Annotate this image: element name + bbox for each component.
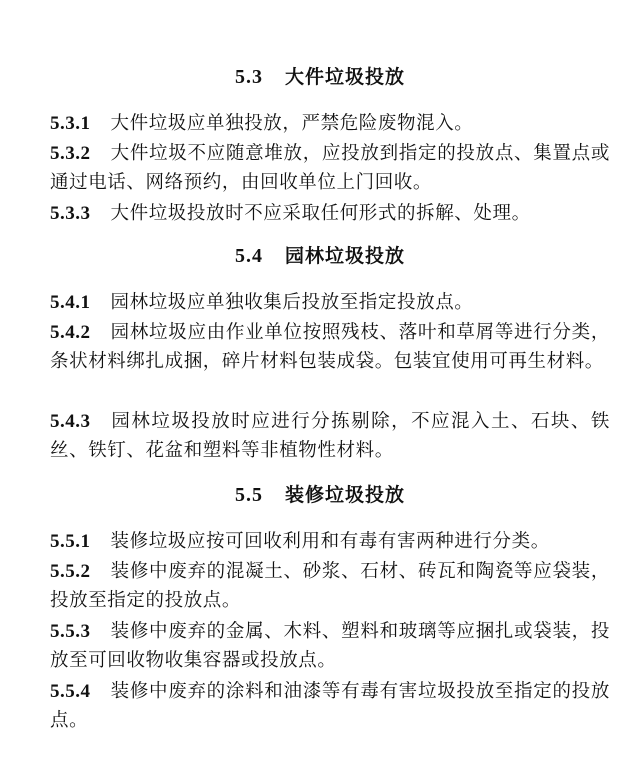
clause-text: 园林垃圾应由作业单位按照残枝、落叶和草屑等进行分类，条状材料绑扎成捆，碎片材料包装成袋。包装宜使用可再生材料。 bbox=[50, 322, 610, 372]
clause-number: 5.5.1 bbox=[50, 531, 91, 552]
section-number: 5.5 bbox=[234, 484, 263, 506]
section-heading-5-5 bbox=[0, 482, 640, 508]
section-number: 5.3 bbox=[234, 66, 263, 88]
clause-number: 5.3.1 bbox=[50, 113, 91, 134]
clause-number: 5.5.3 bbox=[50, 621, 91, 642]
clause-text: 装修中废弃的涂料和油漆等有毒有害垃圾投放至指定的投放点。 bbox=[50, 681, 610, 731]
section-heading-5-3 bbox=[0, 64, 640, 90]
clause-number: 5.4.3 bbox=[50, 411, 91, 432]
clause-number: 5.4.2 bbox=[50, 322, 91, 343]
section-title: 大件垃圾投放 bbox=[284, 66, 405, 88]
section-title: 装修垃圾投放 bbox=[284, 484, 405, 506]
clause-5-5-3 bbox=[50, 617, 610, 675]
clause-5-3-2 bbox=[50, 139, 610, 197]
section-number: 5.4 bbox=[234, 245, 263, 267]
clause-number: 5.5.2 bbox=[50, 561, 91, 582]
clause-text: 大件垃圾投放时不应采取任何形式的拆解、处理。 bbox=[110, 203, 531, 224]
clause-number: 5.3.3 bbox=[50, 203, 91, 224]
clause-text: 装修垃圾应按可回收利用和有毒有害两种进行分类。 bbox=[110, 531, 550, 552]
clause-text: 装修中废弃的混凝土、砂浆、石材、砖瓦和陶瓷等应袋装，投放至指定的投放点。 bbox=[50, 561, 610, 611]
clause-5-5-2 bbox=[50, 557, 610, 615]
clause-5-4-2 bbox=[50, 318, 610, 376]
clause-text: 大件垃圾不应随意堆放，应投放到指定的投放点、集置点或通过电话、网络预约，由回收单位上门回收。 bbox=[50, 143, 610, 193]
clause-number: 5.5.4 bbox=[50, 681, 91, 702]
clause-number: 5.3.2 bbox=[50, 143, 91, 164]
clause-text: 园林垃圾应单独收集后投放至指定投放点。 bbox=[110, 292, 474, 313]
clause-5-5-4 bbox=[50, 677, 610, 735]
clause-text: 装修中废弃的金属、木料、塑料和玻璃等应捆扎或袋装，投放至可回收物收集容器或投放点。 bbox=[50, 621, 610, 671]
clause-5-4-3 bbox=[50, 407, 610, 465]
section-heading-5-4 bbox=[0, 243, 640, 269]
clause-5-3-1 bbox=[50, 109, 610, 138]
clause-5-3-3 bbox=[50, 199, 610, 228]
clause-text: 园林垃圾投放时应进行分拣剔除，不应混入土、石块、铁丝、铁钉、花盆和塑料等非植物性材料。 bbox=[50, 411, 610, 461]
clause-number: 5.4.1 bbox=[50, 292, 91, 313]
clause-text: 大件垃圾应单独投放，严禁危险废物混入。 bbox=[110, 113, 474, 134]
clause-5-5-1 bbox=[50, 527, 610, 556]
clause-5-4-1 bbox=[50, 288, 610, 317]
section-title: 园林垃圾投放 bbox=[284, 245, 405, 267]
